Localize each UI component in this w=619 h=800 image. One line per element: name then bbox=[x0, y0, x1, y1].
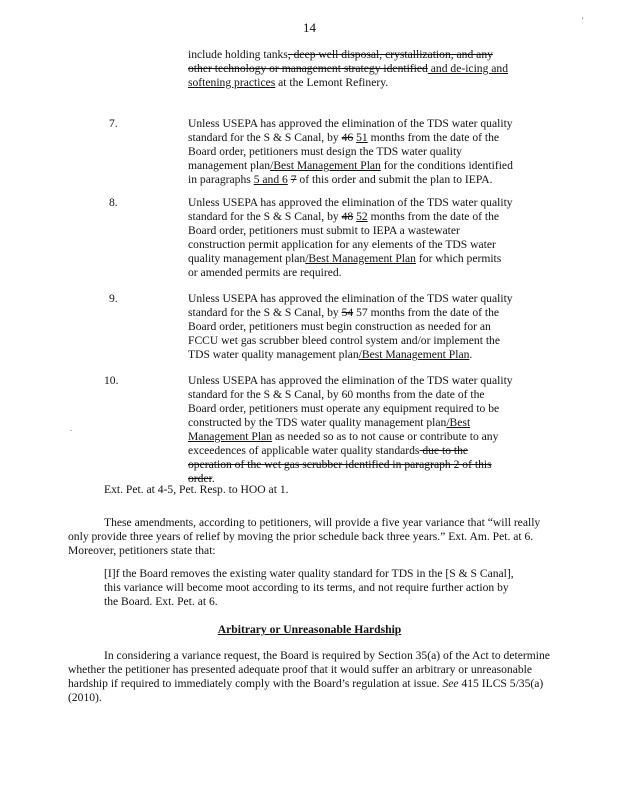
item-9-number: 9. bbox=[109, 292, 118, 305]
item-10-part: Unless USEPA has approved the elimination of the TDS water quality standard for the S & S Canal, by 60 months from the date of the Board order, petitioners must operate any equipment required to be constructed by the TDS water quality management plan bbox=[188, 374, 513, 429]
intro-deleted: , deep well disposal, crystallization, and any other technology or management strategy identified bbox=[188, 48, 493, 75]
item-7-number: 7. bbox=[109, 117, 118, 130]
item-7-part: for the conditions identified in paragraphs bbox=[188, 159, 513, 186]
item-8-inserted: /Best Management Plan bbox=[305, 252, 416, 265]
block-quote: [I]f the Board removes the existing water quality standard for TDS in the [S & S Canal], this variance will become moot according to its terms, and not require further action by the Board. Ext. Pet. at 6. bbox=[104, 567, 514, 608]
scan-mark: . bbox=[70, 424, 72, 433]
item-10-part: . bbox=[211, 472, 215, 485]
hardship-text: In considering a variance request, the Board is required by Section 35(a) of the Act to determine whether the petitioner has presented adequate proof that it would suffer an arbitrary or unreasonable hardship if required to immediately comply with the Board’s regulation at issue. bbox=[68, 649, 550, 690]
item-9-inserted: /Best Management Plan bbox=[358, 348, 470, 361]
item-10-text bbox=[188, 374, 513, 486]
item-7-part: months from the date of the Board order, petitioners must design the TDS water quality management plan bbox=[188, 131, 500, 172]
item-9-deleted: 54 bbox=[341, 306, 354, 319]
item-10-inserted: /Best Management Plan bbox=[188, 416, 471, 443]
item-8-inserted: 52 bbox=[356, 210, 368, 223]
item-8-part: months from the date of the Board order, petitioners must submit to IEPA a wastewater construction permit application for any elements of the TDS water quality management plan bbox=[188, 210, 500, 265]
section-heading bbox=[0, 623, 619, 636]
item-7-part: of this order and submit the plan to IEPA. bbox=[296, 173, 493, 186]
item-7-deleted: 46 bbox=[341, 131, 354, 144]
body-paragraph-hardship bbox=[68, 649, 553, 705]
item-9-part: 57 months from the date of the Board order, petitioners must begin construction as needed for an FCCU wet gas scrubber bleed control system and/or implement the TDS water quality management plan bbox=[188, 306, 501, 361]
item-10-deleted: due to the operation of the wet gas scrubber identified in paragraph 2 of this order bbox=[188, 444, 492, 485]
item-7-deleted: 7 bbox=[290, 173, 297, 186]
item-8-deleted: 48 bbox=[341, 210, 354, 223]
intro-inserted: and de-icing and softening practices bbox=[188, 62, 509, 89]
item-9-part: . bbox=[469, 348, 473, 361]
item-8-text bbox=[188, 196, 513, 280]
item-10-part: as needed so as to not cause or contribute to any exceedences of applicable water quality standards bbox=[188, 430, 499, 457]
item-8-part: Unless USEPA has approved the elimination of the TDS water quality standard for the S & S Canal, by bbox=[188, 196, 513, 223]
intro-paragraph bbox=[188, 48, 510, 90]
item-9-part: Unless USEPA has approved the elimination of the TDS water quality standard for the S & S Canal, by bbox=[188, 292, 513, 319]
see-signal: See bbox=[442, 677, 459, 690]
intro-text: include holding tanks bbox=[188, 48, 288, 61]
citation: Ext. Pet. at 4-5, Pet. Resp. to HOO at 1. bbox=[104, 483, 289, 496]
item-7-inserted: 51 bbox=[356, 131, 368, 144]
item-7-inserted: /Best Management Plan bbox=[270, 159, 381, 172]
item-7-text bbox=[188, 117, 513, 187]
item-7-inserted: 5 and 6 bbox=[253, 173, 288, 186]
scan-mark: ' bbox=[582, 16, 584, 25]
item-10-number: 10. bbox=[104, 374, 119, 387]
item-8-number: 8. bbox=[109, 196, 118, 209]
intro-text-end: at the Lemont Refinery. bbox=[275, 76, 389, 89]
section-heading-text: Arbitrary or Unreasonable Hardship bbox=[217, 623, 402, 636]
hardship-citation: 415 ILCS 5/35(a) (2010). bbox=[68, 677, 544, 704]
body-paragraph: These amendments, according to petitioners, will provide a five year variance that “will really only provide three years of relief by moving the prior schedule back three years.” Ext. Am. Pet. at 6. Moreover, petitioners state that: bbox=[68, 516, 541, 557]
page-number: 14 bbox=[303, 20, 316, 35]
item-7-part: Unless USEPA has approved the elimination of the TDS water quality standard for the S & S Canal, by bbox=[188, 117, 513, 144]
item-9-text bbox=[188, 292, 513, 362]
item-8-part: for which permits or amended permits are required. bbox=[188, 252, 502, 279]
